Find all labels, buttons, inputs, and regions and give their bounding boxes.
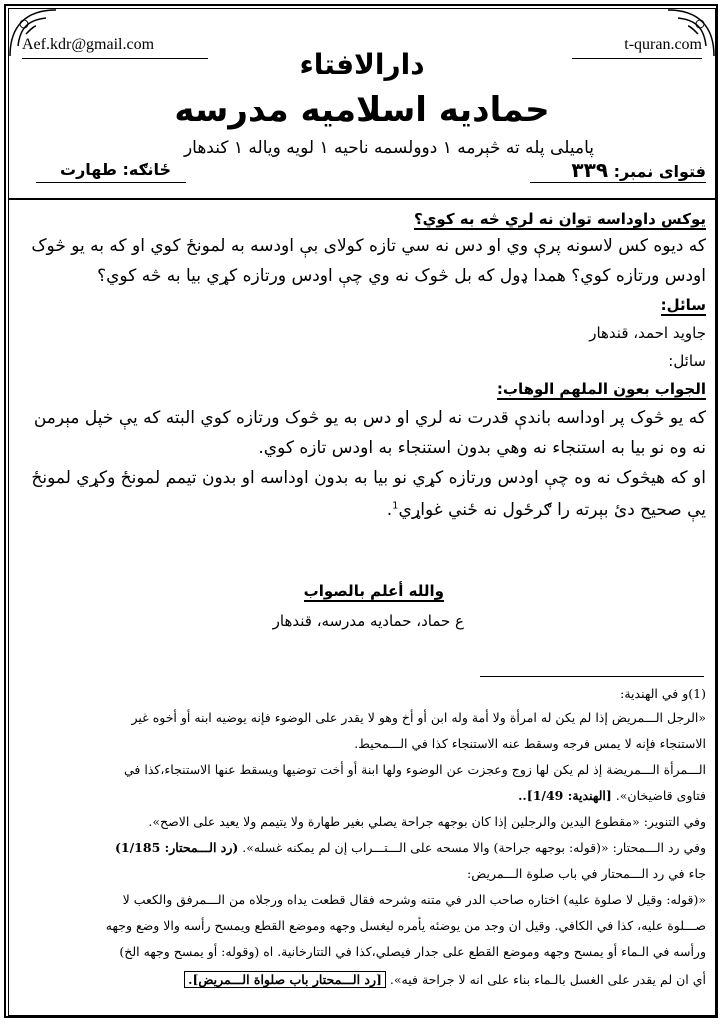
- header-separator: [8, 198, 716, 200]
- answer-line-4: یې صحیح دئ بېرته را ګرځول نه ځني غواړي$^1$.: [386, 500, 706, 520]
- footnote-separator: [480, 676, 704, 677]
- footnote-line: [115, 840, 706, 855]
- citation-radd-2: [رد الـــمحتار باب صلواة الـــمريض].: [184, 971, 386, 988]
- question-heading: یوکس داوداسه توان نه لري څه به کوي؟: [413, 210, 706, 228]
- topic-underline: [36, 182, 186, 183]
- fatwa-number-value: ۳۳۹: [571, 158, 609, 182]
- question-line-1: که دیوه کس لاسونه پرې وي او دس نه سي تازه کولای بې اودسه به لمونځ کوي او که به یو څوک: [31, 236, 706, 256]
- footnote-line: ورأسه في الـماء أو يمسح وجهه وموضع القطع على جدار فيصلي،كذا في التتارخانية. اه (وقوله: أو يمسح وجهه الخ): [119, 944, 706, 959]
- footnote-line: [518, 788, 706, 803]
- topic-value: طهارت: [60, 160, 117, 179]
- asker-label-2: سائل:: [668, 352, 706, 370]
- answer-line-2: نه وه نو بیا به استنجاء نه وهي بدون استنجاء به اودس تازه کوي.: [258, 438, 706, 458]
- fatwa-number-label: فتوای نمبر:: [613, 162, 706, 181]
- footnote-ref-label: (1)و في الهندیة:: [620, 686, 706, 701]
- footnote-line: «(قوله: وقيل لا صلوة عليه) اختاره صاحب الدر في متنه وشرحه فقال قطعت يداه ورجلاه من الـــمرفق والكعب لا: [122, 892, 706, 907]
- answer-line-1: که یو څوک پر اوداسه باندې قدرت نه لري او دس به یو څوک ورتازه کوي البته که یې خپل مېرمن: [33, 408, 706, 428]
- website-address: t-quran.com: [624, 36, 702, 53]
- footnote-line: الـــمرأة الـــمريضة إذ لم يكن لها زوج وعجزت عن الوضوء ولها ابنة أو أخت توضيها ويسقط عنها الاستنجاء،كذا في: [124, 762, 706, 777]
- topic-label: ځانګه:: [122, 160, 171, 179]
- answer-line-4-text: یې صحیح دئ بېرته را ګرځول نه ځني غواړي: [398, 500, 706, 520]
- closing-formula: والله أعلم بالصواب: [303, 582, 444, 600]
- footnote-line: وفي التنوير: «مقطوع اليدين والرجلين إذا كان بوجهه جراحة يصلي بغير طهارة ولا يتيمم ولا يعيد على الاصح».: [148, 814, 706, 829]
- footnote-text: فتاوى قاضيخان».: [615, 788, 706, 803]
- fatwa-underline: [530, 182, 706, 183]
- citation-hindiya: [الهندية: 1/49]..: [518, 788, 612, 803]
- footnote-line: صـــلوة عليه، كذا في الكافي. وقيل ان وجد من يوضئه يأمره ليغسل وجهه وموضع القطع ويمسح رأسه والا وضع وجهه: [105, 918, 706, 933]
- asker-label: سائل:: [660, 296, 706, 314]
- email-address: Aef.kdr@gmail.com: [22, 36, 155, 53]
- citation-radd-1: (رد الـــمحتار: 1/185): [114, 840, 239, 855]
- signature: ع حماد، حمادیه مدرسه، قندهار: [272, 612, 464, 630]
- footnote-line: «الرجل الـــمريض إذا لم يكن له امرأة ولا أمة وله ابن أو أخ وهو لا يقدر على الوضوء فإنه يوضيه ابنه أو أخوه غير: [131, 710, 706, 725]
- institution-title: دارالافتاء: [299, 48, 425, 81]
- footnote-text: أي ان لم يقدر على الغسل بالـماء بناء على انه لا جراحة فيه».: [389, 972, 706, 987]
- footnote-marker: 1: [392, 500, 399, 512]
- footnote-line: الاستنجاء فإنه لا يمس فرجه وسقط عنه الاستنجاء كذا في الـــمحيط.: [354, 736, 706, 751]
- footnote-line: [184, 972, 706, 987]
- topic: [60, 160, 171, 179]
- answer-heading: الجواب بعون الملهم الوهاب:: [496, 380, 706, 398]
- asker-name: جاوید احمد، قندهار: [589, 324, 706, 342]
- footnote-text: وفي رد الـــمحتار: «(قوله: بوجهه جراحة) والا مسحه على الـــتـــراب إن لم يمكنه غسله».: [242, 840, 706, 855]
- address: پامیلی پله ته څېرمه ۱ دوولسمه ناحیه ۱ لویه ویاله ۱ کندهار: [183, 138, 594, 158]
- fatwa-number: [571, 158, 706, 182]
- footnote-line: جاء في رد الـــمحتار في باب صلوة الـــمريض:: [466, 866, 706, 881]
- answer-line-3: او که هیڅوک نه وه چې اودس ورتازه کړي نو بیا به بدون اوداسه او بدون تیمم لمونځ وکړي لمونځ: [31, 468, 706, 488]
- madrasa-title: حمادیه اسلامیه مدرسه: [174, 90, 550, 130]
- question-line-2: اودس ورتازه کوي؟ همدا ډول که بل څوک نه وي چې اودس ورتازه کړي بیا به څه کوي؟: [97, 266, 706, 286]
